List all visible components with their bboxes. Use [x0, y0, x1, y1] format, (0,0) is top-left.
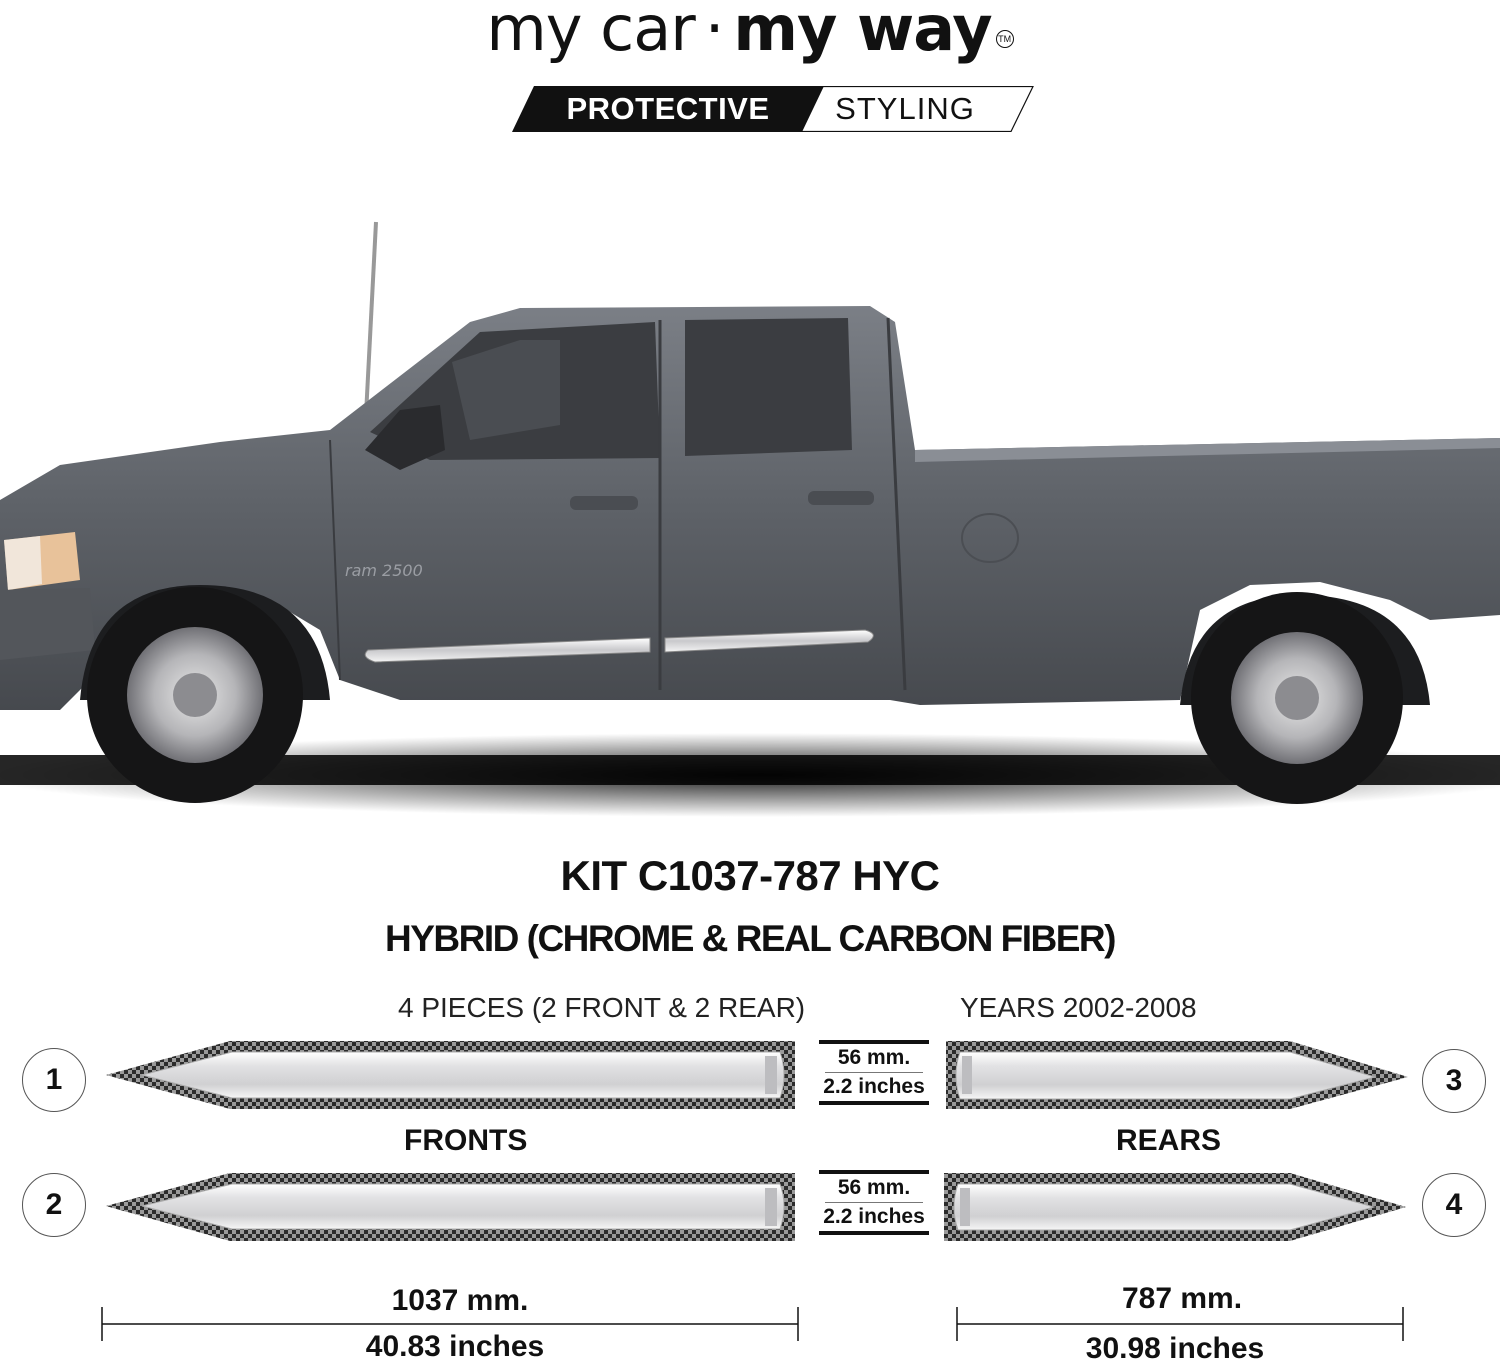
kit-title: KIT C1037-787 HYC — [560, 852, 940, 899]
molding-rear-4 — [944, 1173, 1406, 1241]
pieces-info: 4 PIECES (2 FRONT & 2 REAR) — [398, 992, 806, 1023]
height-inches: 2.2 inches — [823, 1205, 925, 1228]
part-number-2: 2 — [22, 1173, 86, 1237]
truck-image — [0, 210, 1500, 830]
molding-front-1 — [106, 1041, 795, 1109]
molding-front-2 — [106, 1173, 795, 1241]
svg-text:ram 2500: ram 2500 — [345, 561, 423, 580]
tagline-highlight: PROTECTIVE — [566, 91, 770, 126]
front-length-line — [102, 1307, 798, 1341]
rear-length-inches: 30.98 inches — [1085, 1332, 1265, 1365]
brand-light-text: my car — [486, 0, 695, 65]
fronts-label: FRONTS — [404, 1124, 528, 1157]
brand-separator: · — [704, 0, 724, 65]
molding-rear-3 — [946, 1041, 1408, 1109]
front-length-mm: 1037 mm. — [391, 1284, 529, 1317]
height-mm: 56 mm. — [837, 1176, 911, 1199]
part-number-3: 3 — [1422, 1049, 1486, 1113]
brand-logo — [0, 0, 1500, 65]
tagline-secondary: STYLING — [835, 91, 975, 126]
rear-length-line — [957, 1307, 1403, 1341]
kit-subtitle: HYBRID (CHROME & REAL CARBON FIBER) — [385, 918, 1115, 959]
trademark-badge: TM — [996, 30, 1014, 48]
rears-label: REARS — [1116, 1124, 1222, 1157]
molding-pieces — [0, 1030, 1500, 1250]
part-number-1: 1 — [22, 1048, 86, 1112]
years-info: YEARS 2002-2008 — [960, 992, 1197, 1023]
height-dimension-bottom — [819, 1170, 929, 1235]
rear-length-mm: 787 mm. — [1121, 1282, 1243, 1315]
height-mm: 56 mm. — [837, 1046, 911, 1069]
height-dimension-top — [819, 1040, 929, 1105]
part-number-4: 4 — [1422, 1173, 1486, 1237]
length-dimension-lines — [0, 1300, 1500, 1345]
height-inches: 2.2 inches — [823, 1075, 925, 1098]
brand-bold-text: my way — [733, 0, 992, 65]
front-length-inches: 40.83 inches — [365, 1330, 545, 1363]
